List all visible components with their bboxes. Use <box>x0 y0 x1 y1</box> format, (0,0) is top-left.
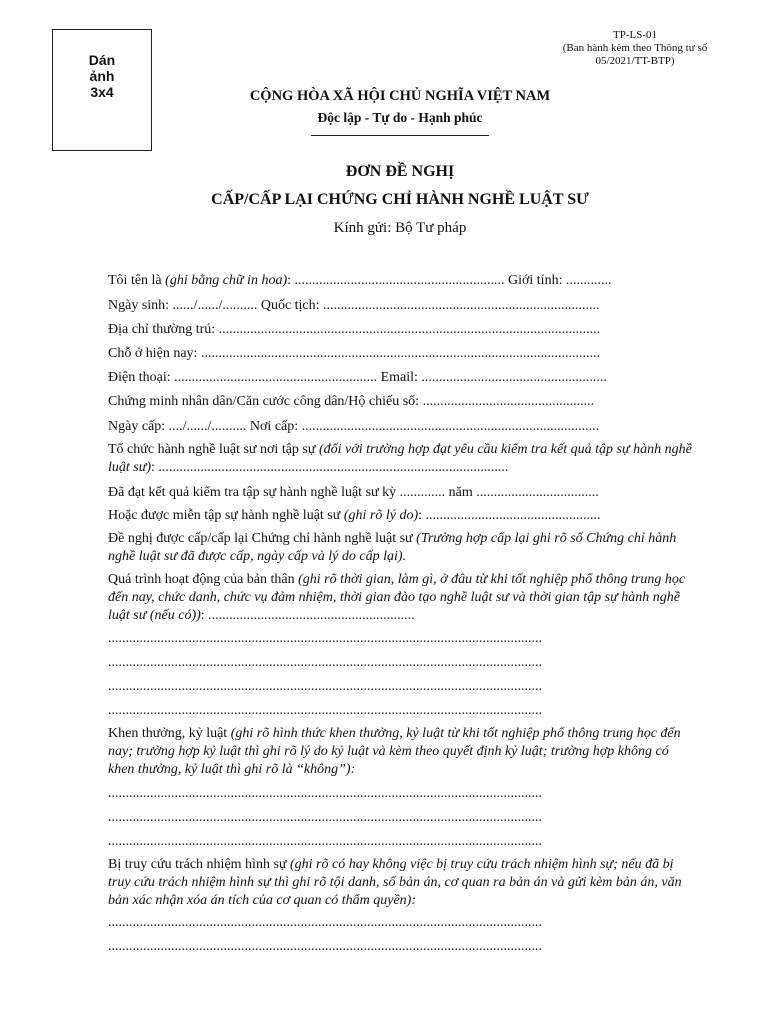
form-code-note-2: 05/2021/TT-BTP) <box>595 55 675 67</box>
field-exemption <box>108 507 678 525</box>
reward-dotted-line: ............................................................................................................................ <box>108 834 542 849</box>
name-fill: : ............................................................ Giới tính: ............. <box>287 273 612 288</box>
org-label: Tổ chức hành nghề luật sư nơi tập sự <box>108 442 319 457</box>
photo-label-line1: Dán <box>88 52 116 68</box>
exempt-label: Hoặc được miễn tập sự hành nghề luật sư <box>108 508 344 523</box>
document-title: ĐƠN ĐỀ NGHỊ <box>345 163 455 180</box>
history-dotted-line: ............................................................................................................................ <box>108 631 542 646</box>
field-issue-date-place: Ngày cấp: ..../....../.......... Nơi cấp: ..................................................................................... <box>108 419 600 434</box>
field-work-history <box>108 571 692 625</box>
field-id-number: Chứng minh nhân dân/Căn cước công dân/Hộ chiếu số: ................................................. <box>108 394 595 409</box>
criminal-dotted-line: ............................................................................................................................ <box>108 939 542 954</box>
reward-dotted-line: ............................................................................................................................ <box>108 810 542 825</box>
field-practice-organization <box>108 441 692 477</box>
form-code-number: TP-LS-01 <box>613 29 657 41</box>
history-dotted-line: ............................................................................................................................ <box>108 655 542 670</box>
request-label: Đề nghị được cấp/cấp lại Chứng chỉ hành nghề luật sư <box>108 531 417 546</box>
form-code-note-1: (Ban hành kèm theo Thông tư số <box>562 42 708 54</box>
nation-motto: Độc lập - Tự do - Hạnh phúc <box>317 110 483 125</box>
history-hint: (ghi rõ thời gian, làm gì, ở đâu từ khi tốt nghiệp phổ thông trung học đến nay, chức danh, chức vụ đảm nhiệm, thời gian đào tạo nghề luật sư và thời gian tập sự hành nghề luật sư (nếu có)) <box>108 572 686 623</box>
reward-dotted-line: ............................................................................................................................ <box>108 786 542 801</box>
motto-underline <box>311 135 489 136</box>
name-hint: (ghi bằng chữ in hoa) <box>165 273 288 288</box>
criminal-label: Bị truy cứu trách nhiệm hình sự <box>108 857 290 872</box>
org-hint: (đối với trường hợp đạt yêu cầu kiểm tra kết quả tập sự hành nghề luật sư) <box>108 442 692 475</box>
field-full-name <box>108 272 678 290</box>
history-dotted-line: ............................................................................................................................ <box>108 679 542 694</box>
field-current-address: Chỗ ở hiện nay: .................................................................................................................. <box>108 346 600 361</box>
history-label: Quá trình hoạt động của bản thân <box>108 572 299 587</box>
reward-hint: (ghi rõ hình thức khen thưởng, kỷ luật từ khi tốt nghiệp phổ thông trung học đến nay; trường hợp kỷ luật thì ghi rõ lý do kỷ luật và kèm theo quyết định kỷ luật; trường hợp không có khen thưởng, kỷ luật thì ghi rõ là “không”): <box>108 726 681 777</box>
name-label: Tôi tên là <box>108 273 166 288</box>
nation-header: CỘNG HÒA XÃ HỘI CHỦ NGHĨA VIỆT NAM <box>249 88 551 104</box>
photo-label-line2: ảnh <box>89 68 115 84</box>
form-code <box>540 29 730 68</box>
addressee: Kính gửi: Bộ Tư pháp <box>333 220 467 236</box>
field-dob-nationality: Ngày sinh: ....../....../.......... Quốc tịch: ............................................................................... <box>108 298 600 313</box>
request-hint: (Trường hợp cấp lại ghi rõ số Chứng chỉ hành nghề luật sư đã được cấp, ngày cấp và lý do cấp lại). <box>108 531 677 564</box>
reward-label: Khen thưởng, kỷ luật <box>108 726 231 741</box>
field-permanent-address: Địa chỉ thường trú: ............................................................................................................. <box>108 322 601 337</box>
field-exam-result: Đã đạt kết quả kiểm tra tập sự hành nghề luật sư kỳ ............. năm ................................... <box>108 485 599 500</box>
exempt-fill: : .................................................. <box>418 508 601 523</box>
exempt-hint: (ghi rõ lý do) <box>343 508 419 523</box>
criminal-dotted-line: ............................................................................................................................ <box>108 915 542 930</box>
criminal-hint: (ghi rõ có hay không việc bị truy cứu trách nhiệm hình sự; nếu đã bị truy cứu trách nhiệm hình sự thì ghi rõ tội danh, số bản án, cơ quan ra bản án và gửi kèm bản án, văn bản xác nhận xóa án tích của cơ quan có thẩm quyền): <box>108 857 682 908</box>
org-fill: : .................................................................................................... <box>151 460 509 475</box>
history-fill: : ........................................................... <box>200 608 415 623</box>
photo-label-line3: 3x4 <box>90 84 114 100</box>
field-request <box>108 530 692 566</box>
history-dotted-line: ............................................................................................................................ <box>108 703 542 718</box>
field-rewards-discipline <box>108 725 692 779</box>
field-phone-email: Điện thoại: .......................................................... Email: ..................................................... <box>108 370 607 385</box>
photo-placeholder-box <box>52 29 152 151</box>
document-subtitle: CẤP/CẤP LẠI CHỨNG CHỈ HÀNH NGHỀ LUẬT SƯ <box>211 191 589 208</box>
field-criminal-liability <box>108 856 692 910</box>
